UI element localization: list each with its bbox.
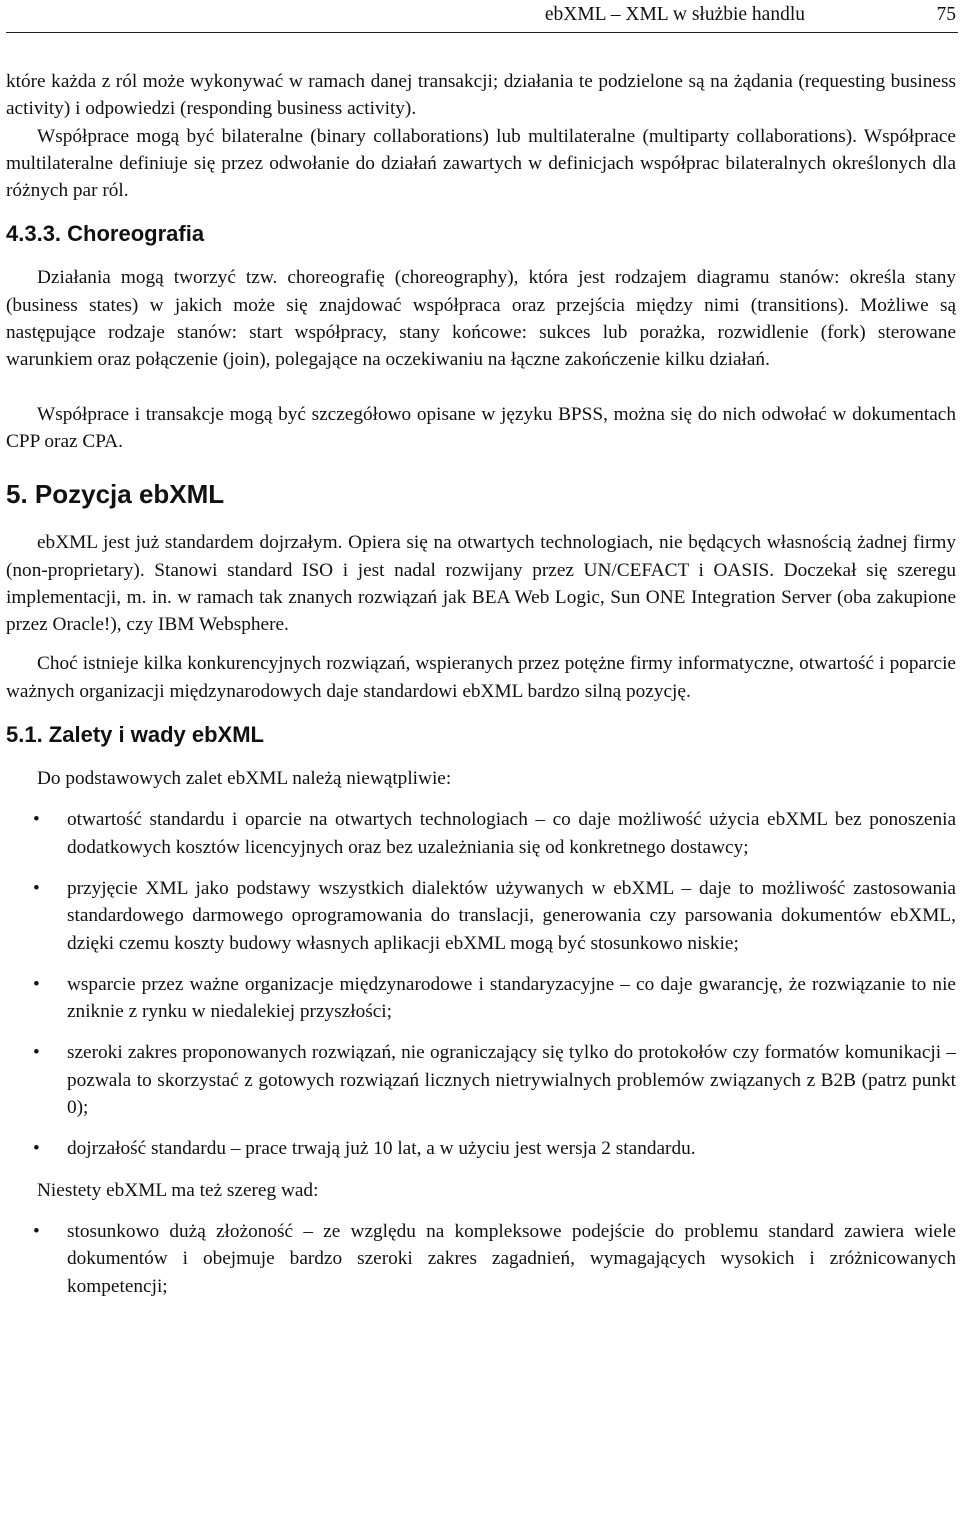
section-heading: 5.1. Zalety i wady ebXML (6, 722, 264, 748)
bullet-icon: • (33, 877, 40, 899)
list-item: • otwartość standardu i oparcie na otwartych technologiach – co daje możliwość użycia ebXML bez ponoszenia dodatkowych kosztów licencyjnych oraz bez uzależniania się od konkretnego dostawcy; (6, 806, 956, 861)
paragraph: Działania mogą tworzyć tzw. choreografię (choreography), która jest rodzajem diagramu stanów: określa stany (business states) w jakich może się znajdować współpraca oraz przejścia między nimi (transitions). Możliwe są następujące rodzaje stanów: start współpracy, stany końcowe: sukces lub porażka, rozwidlenie (fork) sterowane warunkiem oraz połączenie (join), polegające na oczekiwaniu na łączne zakończenie kilku działań. (6, 267, 956, 371)
paragraph: Do podstawowych zalet ebXML należą niewątpliwie: (37, 768, 452, 790)
list-item: • wsparcie przez ważne organizacje międzynarodowe i standaryzacyjne – co daje gwarancję, że rozwiązanie to nie zniknie z rynku w niedalekiej przyszłości; (6, 971, 956, 1026)
section-heading: 4.3.3. Choreografia (6, 221, 205, 247)
bullet-icon: • (33, 973, 40, 995)
list-item: • szeroki zakres proponowanych rozwiązań, nie ograniczający się tylko do protokołów czy formatów komunikacji – pozwala to skorzystać z gotowych rozwiązań licznych nietrywialnych problemów związanych z B2B (patrz punkt 0); (6, 1039, 956, 1121)
paragraph: Choć istnieje kilka konkurencyjnych rozwiązań, wspieranych przez potężne firmy informatyczne, otwartość i poparcie ważnych organizacji międzynarodowych daje standardowi ebXML bardzo silną pozycję. (6, 653, 956, 702)
bullet-icon: • (33, 1042, 40, 1064)
page-header (6, 0, 958, 33)
page-body (6, 68, 956, 1314)
running-title: ebXML – XML w służbie handlu (544, 4, 805, 25)
list-item: • dojrzałość standardu – prace trwają już 10 lat, a w użyciu jest wersja 2 standardu. (6, 1135, 956, 1162)
bullet-icon: • (33, 1220, 40, 1242)
bullet-icon: • (33, 809, 40, 831)
paragraph: ebXML jest już standardem dojrzałym. Opiera się na otwartych technologiach, nie będących własnością żadnej firmy (non-proprietary). Stanowi standard ISO i jest nadal rozwijany przez UN/CEFACT i OASIS. Doczekał się szeregu implementacji, m. in. w ramach tak znanych rozwiązań jak BEA Web Logic, Sun ONE Integration Server (oba zakupione przez Oracle!), czy IBM Websphere. (6, 532, 956, 636)
paragraph: Współprace i transakcje mogą być szczegółowo opisane w języku BPSS, można się do nich odwołać w dokumentach CPP oraz CPA. (6, 403, 956, 452)
advantages-list (6, 806, 956, 1162)
disadvantages-list (6, 1218, 956, 1300)
page-number: 75 (936, 4, 956, 25)
list-item: • stosunkowo dużą złożoność – ze względu na kompleksowe podejście do problemu standard zawiera wiele dokumentów i obejmuje bardzo szeroki zakres zagadnień, wymagających wysokich i zróżnicowanych kompetencji; (6, 1218, 956, 1300)
list-item: • przyjęcie XML jako podstawy wszystkich dialektów używanych w ebXML – daje to możliwość zastosowania standardowego darmowego oprogramowania do translacji, generowania czy parsowania dokumentów ebXML, dzięki czemu koszty budowy własnych aplikacji ebXML mogą być stosunkowo niskie; (6, 875, 956, 957)
paragraph: Niestety ebXML ma też szereg wad: (37, 1179, 319, 1201)
paragraph: które każda z ról może wykonywać w ramach danej transakcji; działania te podzielone są na żądania (requesting business activity) i odpowiedzi (responding business activity). (6, 71, 956, 120)
bullet-icon: • (33, 1138, 40, 1160)
paragraph: Współprace mogą być bilateralne (binary collaborations) lub multilateralne (multiparty collaborations). Współprace multilateralne definiuje się przez odwołanie do działań zawartych w definicjach współprac bilateralnych określonych dla różnych par ról. (6, 125, 956, 202)
chapter-heading: 5. Pozycja ebXML (6, 479, 225, 510)
